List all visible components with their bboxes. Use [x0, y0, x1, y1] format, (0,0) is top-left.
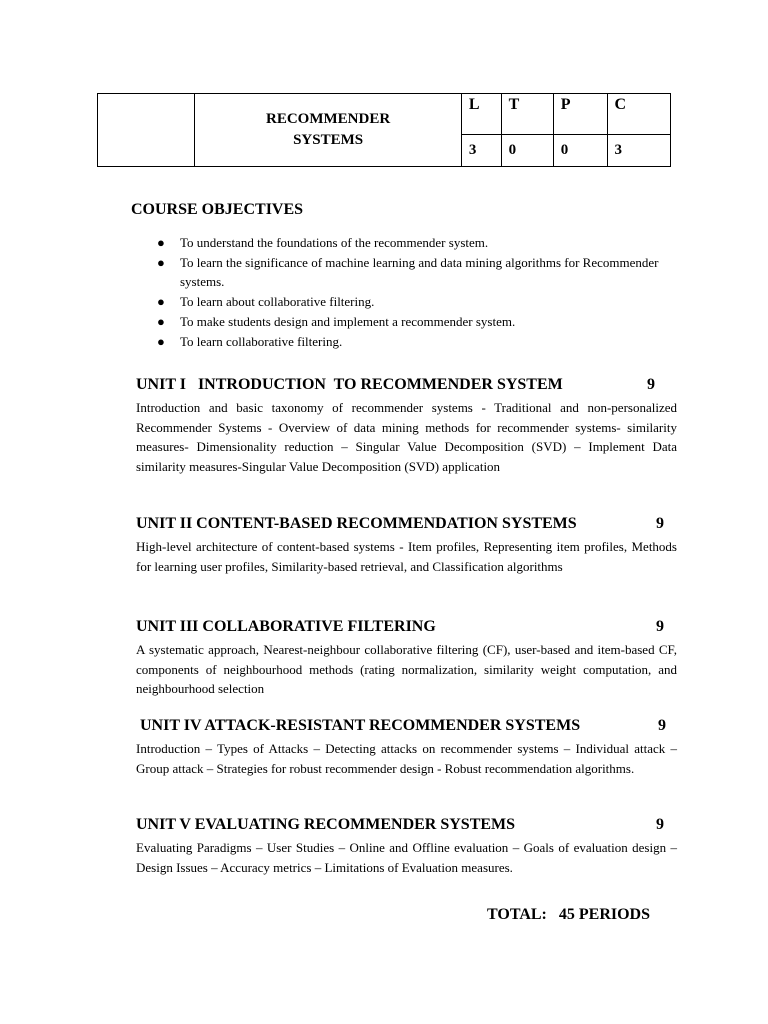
list-item	[155, 332, 665, 351]
header-c: C	[607, 94, 670, 135]
unit-1-heading	[136, 376, 677, 398]
objective-text: To learn about collaborative filtering.	[180, 294, 375, 309]
unit-3	[136, 618, 677, 699]
unit-hours: 9	[656, 816, 664, 833]
unit-3-body: A systematic approach, Nearest-neighbour collaborative filtering (CF), user-based and item-based CF, components of neighbourhood methods (rating normalization, similarity weight computation, and neighbourhood selection	[136, 642, 677, 696]
unit-5-body: Evaluating Paradigms – User Studies – Online and Offline evaluation – Goals of evaluation design – Design Issues – Accuracy metrics – Limitations of Evaluation measures.	[136, 840, 677, 875]
value-c: 3	[607, 135, 670, 167]
value-p: 0	[553, 135, 607, 167]
total-value: 45 PERIODS	[558, 906, 650, 923]
course-header-table	[97, 93, 671, 167]
objective-text: To make students design and implement a recommender system.	[180, 314, 516, 329]
bullet-icon: ●	[157, 314, 165, 329]
unit-5	[136, 816, 677, 877]
value-l: 3	[461, 135, 501, 167]
value-t: 0	[501, 135, 553, 167]
unit-2-heading	[136, 515, 677, 537]
unit-hours: 9	[656, 618, 664, 635]
unit-4	[136, 717, 677, 778]
objectives-list	[155, 233, 665, 352]
header-l: L	[461, 94, 501, 135]
course-title-cell	[195, 94, 462, 167]
list-item	[155, 233, 665, 252]
bullet-icon: ●	[157, 235, 165, 250]
unit-title: UNIT I INTRODUCTION TO RECOMMENDER SYSTEM	[136, 376, 563, 393]
unit-title: UNIT II CONTENT-BASED RECOMMENDATION SYSTEMS	[136, 515, 577, 532]
unit-3-heading	[136, 618, 677, 640]
unit-hours: 9	[647, 376, 655, 393]
bullet-icon: ●	[157, 334, 165, 349]
objective-text: To learn collaborative filtering.	[180, 334, 343, 349]
unit-4-heading	[136, 717, 677, 739]
unit-hours: 9	[656, 515, 664, 532]
course-title-line1: RECOMMENDER	[266, 111, 391, 127]
bullet-icon: ●	[157, 255, 165, 270]
list-item	[155, 253, 665, 291]
total-periods	[487, 906, 650, 924]
course-title-line2: SYSTEMS	[293, 132, 364, 148]
bullet-icon: ●	[157, 294, 165, 309]
list-item	[155, 292, 665, 311]
unit-title: UNIT V EVALUATING RECOMMENDER SYSTEMS	[136, 816, 516, 833]
header-p: P	[553, 94, 607, 135]
unit-hours: 9	[658, 717, 666, 734]
objective-text: To understand the foundations of the recommender system.	[180, 235, 489, 250]
unit-5-heading	[136, 816, 677, 838]
total-label: TOTAL:	[487, 906, 547, 923]
unit-1-body: Introduction and basic taxonomy of recommender systems - Traditional and non-personalized Recommender Systems - Overview of data mining methods for recommender systems- similarity measures- Dimensionality reduction – Singular Value Decomposition (SVD) – Implement Data similarity measures-Singular Value Decomposition (SVD) application	[136, 400, 677, 474]
unit-2-body: High-level architecture of content-based systems - Item profiles, Representing item profiles, Methods for learning user profiles, Similarity-based retrieval, and Classification algorithms	[136, 539, 677, 574]
unit-title: UNIT IV ATTACK-RESISTANT RECOMMENDER SYSTEMS	[136, 717, 581, 734]
unit-1	[136, 376, 677, 476]
unit-2	[136, 515, 677, 576]
header-t: T	[501, 94, 553, 135]
list-item	[155, 312, 665, 331]
objective-text: To learn the significance of machine learning and data mining algorithms for Recommender systems.	[180, 255, 659, 289]
unit-title: UNIT III COLLABORATIVE FILTERING	[136, 618, 436, 635]
objectives-heading: COURSE OBJECTIVES	[131, 201, 304, 218]
course-code-cell	[98, 94, 195, 167]
unit-4-body: Introduction – Types of Attacks – Detecting attacks on recommender systems – Individual attack – Group attack – Strategies for robust recommender design - Robust recommendation algorithms.	[136, 741, 677, 776]
